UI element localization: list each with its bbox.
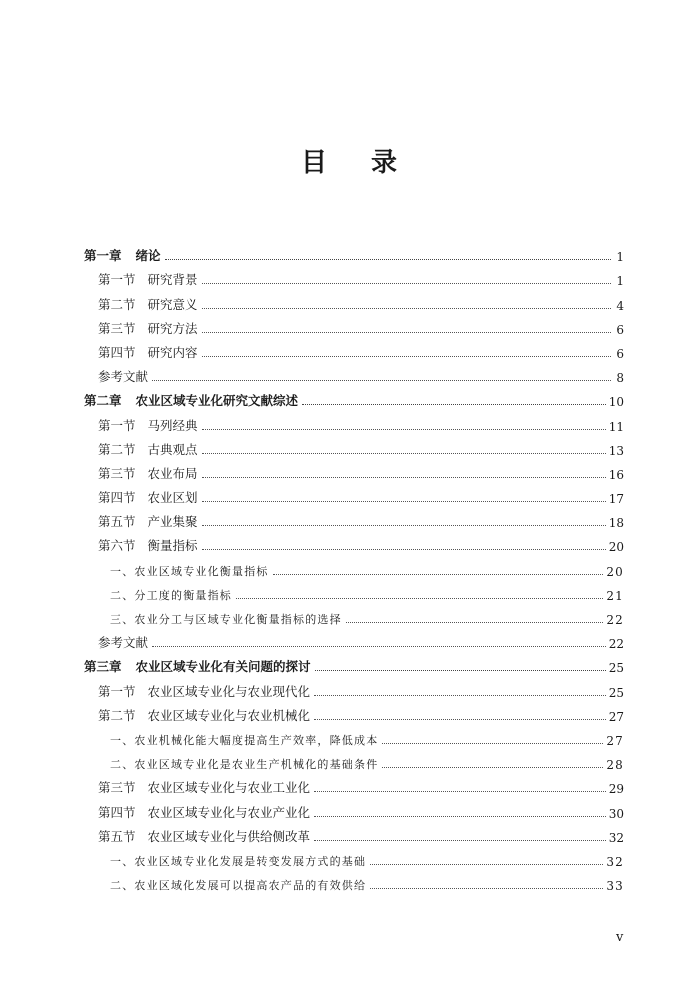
toc-entry[interactable] <box>84 724 624 748</box>
toc-entry-label <box>98 295 198 313</box>
toc-entry-label <box>98 512 198 530</box>
toc-entry[interactable] <box>84 675 624 699</box>
toc-entry-title: 马列经典 <box>147 417 198 433</box>
toc-entry-title: 二、农业区域化发展可以提高农产品的有效供给 <box>110 879 367 893</box>
toc-entry-number: 第二节 <box>98 441 136 457</box>
dot-leader <box>302 404 606 405</box>
toc-entry-page: 20 <box>606 564 624 579</box>
toc-entry-page: 17 <box>608 492 624 507</box>
dot-leader <box>314 719 606 720</box>
toc-entry-label <box>110 853 366 869</box>
toc-entry-title: 一、农业机械化能大幅度提高生产效率，降低成本 <box>110 733 379 747</box>
toc-entry-number: 第三节 <box>98 465 136 481</box>
toc-entry-page: 13 <box>608 443 624 458</box>
toc-entry-page: 27 <box>608 709 624 724</box>
toc-entry-page: 1 <box>616 274 624 289</box>
toc-entry-page: 27 <box>606 733 624 748</box>
toc-entry-label <box>98 706 310 724</box>
toc-entry-number: 第三节 <box>98 780 136 796</box>
toc-entry[interactable] <box>84 869 624 893</box>
toc-entry-page: 16 <box>608 467 624 482</box>
dot-leader <box>202 332 611 333</box>
toc-entry-label <box>98 803 310 821</box>
toc-entry[interactable] <box>84 313 624 337</box>
toc-entry-title: 研究内容 <box>147 344 198 360</box>
toc-entry-number: 第五节 <box>98 828 136 844</box>
title-char-1: 目 <box>300 148 327 178</box>
toc-entry-number: 第一节 <box>98 683 136 699</box>
toc-entry-page: 25 <box>608 685 624 700</box>
dot-leader <box>165 259 611 260</box>
toc-entry[interactable] <box>84 288 624 312</box>
toc-entry-label <box>110 611 342 627</box>
toc-entry-title: 参考文献 <box>98 369 149 385</box>
toc-entry[interactable] <box>84 458 624 482</box>
dot-leader <box>273 574 604 575</box>
toc-entry-label <box>84 246 161 264</box>
toc-entry[interactable] <box>84 579 624 603</box>
toc-entry-title: 农业布局 <box>147 465 198 481</box>
toc-entry-page: 6 <box>616 346 624 361</box>
toc-entry-page: 10 <box>608 395 624 410</box>
toc-entry-number: 第一节 <box>98 272 136 288</box>
toc-entry-title: 参考文献 <box>98 635 149 651</box>
toc-entry-number: 第二章 <box>84 393 122 409</box>
dot-leader <box>314 695 606 696</box>
dot-leader <box>315 670 606 671</box>
title-char-2: 录 <box>371 148 398 178</box>
toc-entry-title: 农业区域专业化与农业机械化 <box>147 707 311 723</box>
dot-leader <box>314 840 606 841</box>
dot-leader <box>202 283 611 284</box>
dot-leader <box>202 477 606 478</box>
dot-leader <box>202 501 606 502</box>
toc-entry-title: 农业区域专业化与农业工业化 <box>147 780 311 796</box>
dot-leader <box>202 525 606 526</box>
toc-entry-title: 一、农业区域专业化衡量指标 <box>110 564 269 578</box>
toc-entry-title: 衡量指标 <box>147 538 198 554</box>
toc-entry[interactable] <box>84 700 624 724</box>
toc-entry-page: 22 <box>608 637 624 652</box>
toc-entry-page: 4 <box>616 298 624 313</box>
toc-entry-label <box>98 343 198 361</box>
toc-entry-title: 研究背景 <box>147 272 198 288</box>
toc-entry-page: 33 <box>606 879 624 894</box>
toc-entry-page: 1 <box>616 250 624 265</box>
toc-entry-label <box>98 536 198 554</box>
toc-entry-title: 农业区划 <box>147 490 198 506</box>
toc-entry[interactable] <box>84 772 624 796</box>
dot-leader <box>370 864 603 865</box>
toc-entry-label <box>98 270 198 288</box>
toc-entry[interactable] <box>84 337 624 361</box>
dot-leader <box>202 308 611 309</box>
toc-entry[interactable] <box>84 385 624 409</box>
toc-entry[interactable] <box>84 530 624 554</box>
dot-leader <box>314 816 606 817</box>
toc-entry-title: 一、农业区域专业化发展是转变发展方式的基础 <box>110 854 367 868</box>
dot-leader <box>382 767 603 768</box>
toc-entry-title: 农业区域专业化与农业现代化 <box>147 683 311 699</box>
toc-entry-number: 第二节 <box>98 707 136 723</box>
dot-leader <box>314 791 606 792</box>
toc-entry-label <box>98 827 310 845</box>
toc-entry-number: 第三章 <box>84 659 122 675</box>
toc-entry-label <box>98 440 198 458</box>
toc-entry[interactable] <box>84 361 624 385</box>
toc-entry-label <box>110 732 378 748</box>
toc-entry[interactable] <box>84 627 624 651</box>
dot-leader <box>202 549 606 550</box>
toc-entry-page: 20 <box>608 540 624 555</box>
toc-entry-number: 第四节 <box>98 344 136 360</box>
toc-entry-title: 二、分工度的衡量指标 <box>110 588 232 602</box>
dot-leader <box>152 380 611 381</box>
toc-entry-title: 研究方法 <box>147 320 198 336</box>
toc-entry-label <box>84 391 298 409</box>
toc-entry-page: 28 <box>606 758 624 773</box>
page-folio: v <box>616 930 624 945</box>
page-title <box>0 142 698 179</box>
toc-entry-page: 32 <box>606 854 624 869</box>
dot-leader <box>152 646 606 647</box>
toc-entry-number: 第二节 <box>98 296 136 312</box>
toc-entry[interactable] <box>84 506 624 530</box>
toc-entry-page: 18 <box>608 516 624 531</box>
toc-entry-page: 22 <box>606 613 624 627</box>
toc-entry-title: 农业区域专业化研究文献综述 <box>135 393 299 409</box>
toc-entry-title: 二、农业区域专业化是农业生产机械化的基础条件 <box>110 758 379 772</box>
toc-entry[interactable] <box>84 796 624 820</box>
toc-entry-number: 第六节 <box>98 538 136 554</box>
toc-entry-title: 三、农业分工与区域专业化衡量指标的选择 <box>110 613 342 626</box>
toc-entry[interactable] <box>84 821 624 845</box>
toc-entry-label <box>84 657 311 675</box>
toc-entry-title: 农业区域专业化有关问题的探讨 <box>135 659 311 675</box>
toc-entry-label <box>110 587 232 603</box>
toc-entry-page: 8 <box>616 371 624 386</box>
toc-entry-label <box>98 778 310 796</box>
toc-entry-page: 25 <box>608 661 624 676</box>
dot-leader <box>202 453 606 454</box>
toc-entry[interactable] <box>84 554 624 578</box>
toc-entry[interactable] <box>84 409 624 433</box>
dot-leader <box>370 888 603 889</box>
toc-entry-label <box>98 633 148 651</box>
toc-entry[interactable] <box>84 482 624 506</box>
dot-leader <box>346 622 604 623</box>
toc-entry-number: 第五节 <box>98 514 136 530</box>
toc-entry-number: 第一章 <box>84 248 122 264</box>
toc-entry-label <box>98 319 198 337</box>
toc-entry-title: 农业区域专业化与供给侧改革 <box>147 828 311 844</box>
toc-entry[interactable] <box>84 845 624 869</box>
toc-entry-label <box>98 682 310 700</box>
toc-entry-page: 21 <box>606 588 624 603</box>
dot-leader <box>382 743 603 744</box>
toc-entry-title: 农业区域专业化与农业产业化 <box>147 804 311 820</box>
table-of-contents <box>84 240 624 893</box>
toc-entry[interactable] <box>84 748 624 772</box>
toc-entry-label <box>98 367 148 385</box>
toc-entry-title: 产业集聚 <box>147 514 198 530</box>
toc-entry[interactable] <box>84 240 624 264</box>
toc-entry-page: 30 <box>608 806 624 821</box>
toc-entry[interactable] <box>84 603 624 627</box>
toc-entry[interactable] <box>84 434 624 458</box>
toc-entry-label <box>98 488 198 506</box>
toc-entry-label <box>110 563 269 579</box>
toc-entry-number: 第四节 <box>98 490 136 506</box>
toc-entry-title: 绪论 <box>135 248 161 264</box>
toc-entry[interactable] <box>84 264 624 288</box>
dot-leader <box>236 598 603 599</box>
toc-entry-title: 研究意义 <box>147 296 198 312</box>
toc-entry-label <box>98 416 198 434</box>
toc-entry-number: 第四节 <box>98 804 136 820</box>
dot-leader <box>202 429 606 430</box>
toc-entry-label <box>110 756 378 772</box>
toc-entry-page: 32 <box>608 830 624 845</box>
toc-entry-page: 11 <box>608 419 624 434</box>
toc-entry-number: 第三节 <box>98 320 136 336</box>
toc-entry-number: 第一节 <box>98 417 136 433</box>
toc-entry-label <box>98 464 198 482</box>
toc-entry-label <box>110 877 366 893</box>
toc-entry-page: 6 <box>616 322 624 337</box>
toc-entry-page: 29 <box>608 782 624 797</box>
dot-leader <box>202 356 611 357</box>
toc-entry-title: 古典观点 <box>147 441 198 457</box>
toc-entry[interactable] <box>84 651 624 675</box>
